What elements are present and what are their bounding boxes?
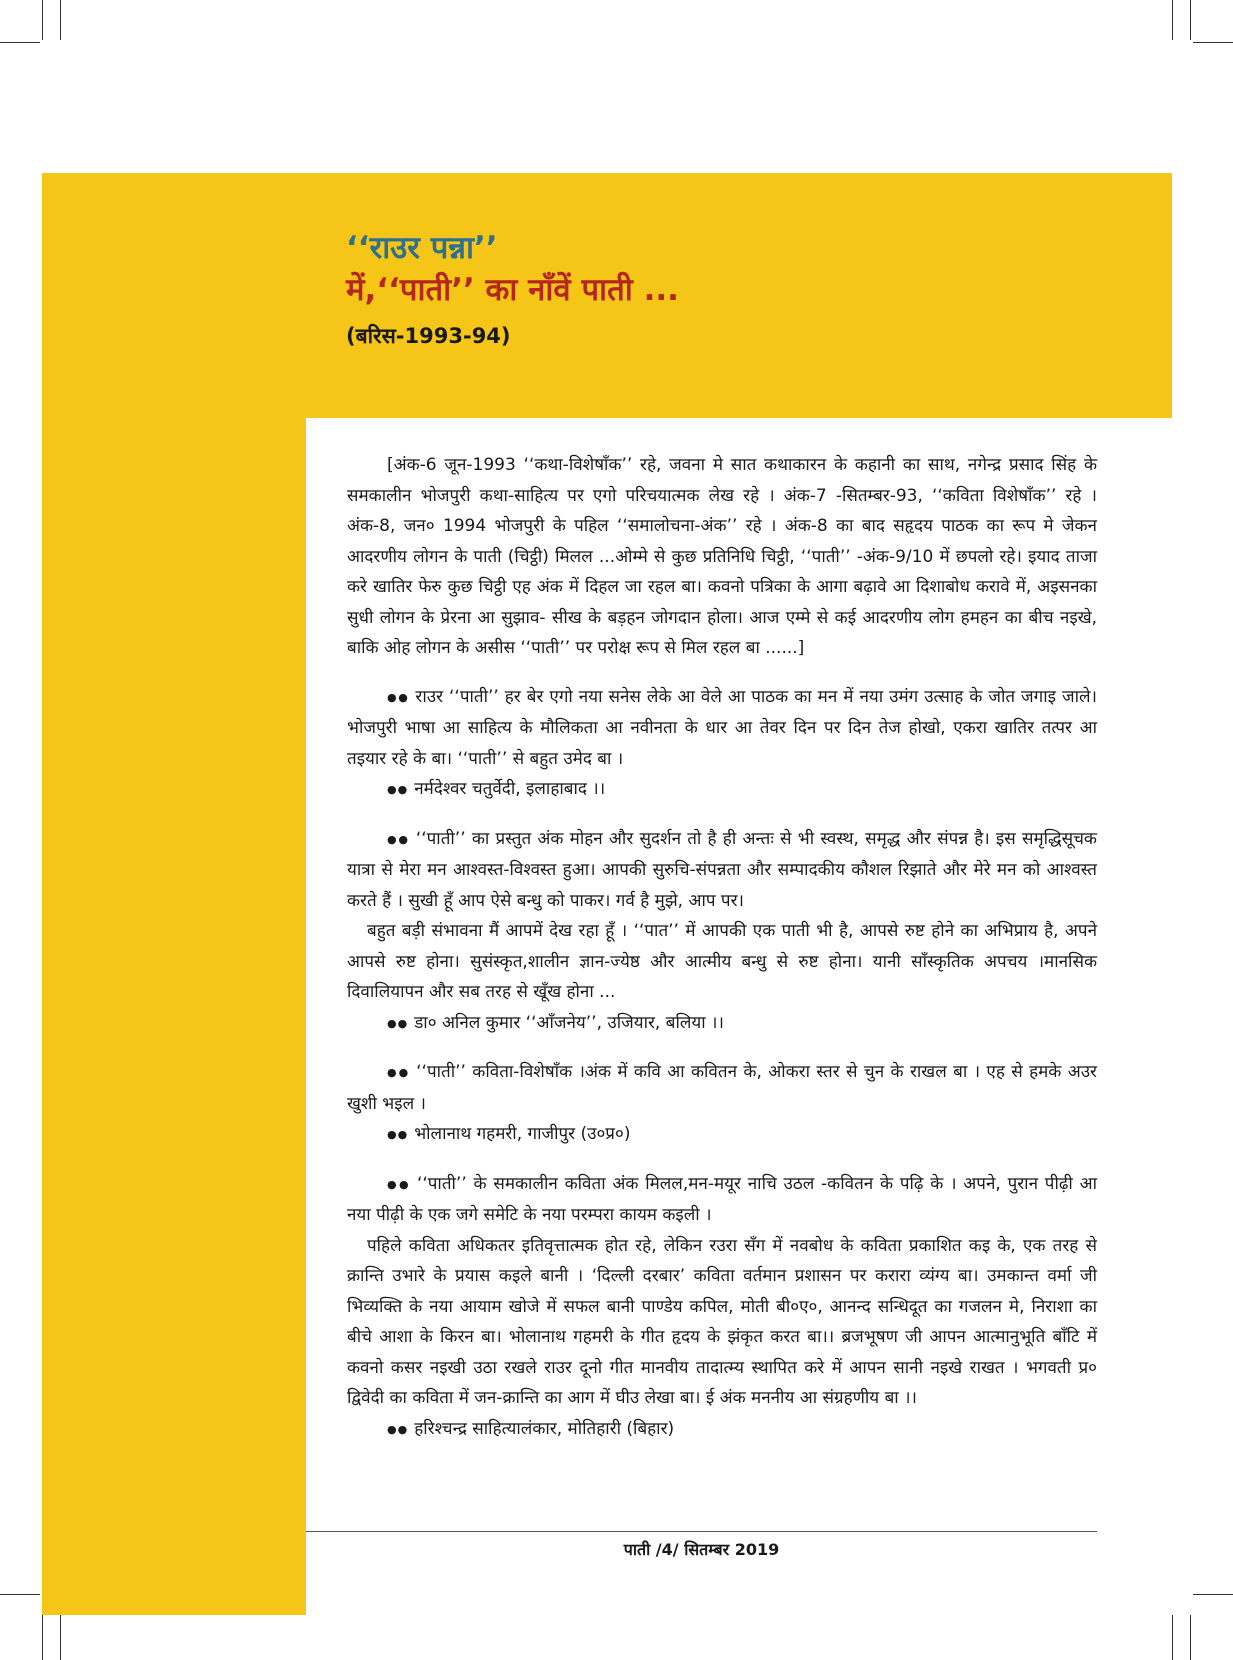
letter-paragraph: ●● ‘‘पाती’’ का प्रस्तुत अंक मोहन और सुदर्शन तो है ही अन्तः से भी स्वस्थ, समृद्ध और संपन्न है। इस समृद्धिसूचक यात्रा से मेरा मन आश्वस्त-विश्वस्त हुआ। आपकी सुरुचि-संपन्नता और सम्पादकीय कौशल रिझाते और मेरे मन को आश्वस्त करते हैं । सुखी हूँ आप ऐसे बन्धु को पाकर। गर्व है मुझे, आप पर। — [347, 828, 1097, 911]
page-title-secondary: में,‘‘पाती’’ का नाँवें पाती ... — [346, 272, 679, 308]
bullet-icon: ●● — [387, 1128, 409, 1141]
letter-paragraph: ●● ‘‘पाती’’ के समकालीन कविता अंक मिलल,मन-मयूर नाचि उठल -कवितन के पढ़ि के । अपने, पुरान पीढ़ी आ नया पीढ़ी के एक जगे समेटि के नया परम्परा कायम कइली । — [347, 1173, 1097, 1225]
letter — [347, 1057, 1097, 1151]
crop-mark — [0, 42, 40, 43]
letter — [347, 682, 1097, 806]
letter-signature: ●● भोलानाथ गहमरी, गाजीपुर (उ०प्र०) — [387, 1124, 631, 1144]
crop-mark — [1190, 0, 1191, 40]
bullet-icon: ●● — [387, 783, 409, 796]
bullet-icon: ●● — [387, 1422, 409, 1436]
letter-signature: ●● नर्मदेश्वर चतुर्वेदी, इलाहाबाद ।। — [387, 779, 606, 799]
letter-paragraph: ●● ‘‘पाती’’ कविता-विशेषाँक ।अंक में कवि आ कवितन के, ओकरा स्तर से चुन के राखल बा । एह से हमके अउर खुशी भइल । — [347, 1062, 1097, 1114]
letter-signature: ●● हरिश्चन्द्र साहित्यालंकार, मोतिहारी (बिहार) — [387, 1418, 675, 1439]
intro-paragraph: [अंक-6 जून-1993 ‘‘कथा-विशेषाँक’’ रहे, जवना मे सात कथाकारन के कहानी का साथ, नगेन्द्र प्रसाद सिंह के समकालीन भोजपुरी कथा-साहित्य पर एगो परिचयात्मक लेख रहे । अंक-7 -सितम्बर-93, ‘‘कविता विशेषाँक’’ रहे । अंक-8, जन० 1994 भोजपुरी के पहिल ‘‘समालोचना-अंक’’ रहे । अंक-8 का बाद सहृदय पाठक का रूप मे जेकन आदरणीय लोगन के पाती (चिट्ठी) मिलल ...ओम्मे से कुछ प्रतिनिधि चिट्ठी, ‘‘पाती’’ -अंक-9/10 में छपलो रहे। इयाद ताजा करे खातिर फेरु कुछ चिट्ठी एह अंक में दिहल जा रहल बा। कवनो पत्रिका के आगा बढ़ावे आ दिशाबोध करावे में, अइसनका सुधी लोगन के प्रेरना आ सुझाव- सीख के बड़हन जोगदान होला। आज एम्मे से कई आदरणीय लोग हमहन का बीच नइखे, बाकि ओह लोगन के असीस ‘‘पाती’’ पर परोक्ष रूप से मिल रहल बा ......] — [347, 455, 1097, 658]
letter-signature: ●● डा० अनिल कुमार ‘‘आँजनेय’’, उजियार, बलिया ।। — [387, 1012, 724, 1033]
page-footer: पाती /4/ सितम्बर 2019 — [623, 1540, 780, 1559]
letter-paragraph: बहुत बड़ी संभावना मैं आपमें देख रहा हूँ । ‘‘पात’’ में आपकी एक पाती भी है, आपसे रुष्ट होने का अभिप्राय है, अपने आपसे रुष्ट होना। सुसंस्कृत,शालीन ज्ञान-ज्येष्ठ और आत्मीय बन्धु से रुष्ट होना। यानी साँस्कृतिक अपचय ।मानसिक दिवालियापन और सब तरह से खूँख होना ... — [347, 921, 1097, 1002]
crop-mark — [1190, 1615, 1191, 1660]
bullet-icon: ●● — [387, 1066, 411, 1079]
letter — [347, 1169, 1097, 1446]
letter-paragraph: पहिले कविता अधिकतर इतिवृत्तात्मक होत रहे, लेकिन रउरा सँग में नवबोध के कविता प्रकाशित कइ के, एक तरह से क्रान्ति उभारे के प्रयास कइले बानी । ‘दिल्ली दरबार’ कविता वर्तमान प्रशासन पर करारा व्यंग्य बा। उमकान्त वर्मा जी भिव्यक्ति के नया आयाम खोजे में सफल बानी पाण्डेय कपिल, मोती बी०ए०, आनन्द सन्धिदूत का गजलन मे, निराशा का बीचे आशा के किरन बा। भोलानाथ गहमरी के गीत हृदय के झंकृत करत बा।। ब्रजभूषण जी आपन आत्मानुभूति बाँटि में कवनो कसर नइखी उठा रखले राउर दूनो गीत मानवीय तादात्म्य स्थापित करे में आपन सानी नइखे राखत । भगवती प्र० द्विवेदी का कविता में जन-क्रान्ति का आग में घीउ लेखा बा। ई अंक मननीय आ संग्रहणीय बा ।। — [347, 1235, 1097, 1408]
letter-paragraph: ●● राउर ‘‘पाती’’ हर बेर एगो नया सनेस लेके आ वेले आ पाठक का मन में नया उमंग उत्साह के जोत जगाइ जाले। भोजपुरी भाषा आ साहित्य के मौलिकता आ नवीनता के धार आ तेवर दिन पर दिन तेज होखो, एकरा खातिर तत्पर आ तइयार रहे के बा। ‘‘पाती’’ से बहुत उमेद बा । — [347, 686, 1097, 769]
crop-mark — [1172, 0, 1173, 40]
crop-mark — [42, 1615, 43, 1660]
crop-mark — [1193, 1594, 1233, 1595]
bullet-icon: ●● — [387, 1016, 409, 1030]
bullet-icon: ●● — [387, 690, 410, 704]
yellow-side-band — [42, 418, 306, 1615]
bullet-icon: ●● — [387, 832, 410, 846]
crop-mark — [1172, 1615, 1173, 1660]
article-body — [347, 450, 1097, 1445]
letter — [347, 824, 1097, 1040]
crop-mark — [1193, 42, 1233, 43]
footer-divider — [306, 1531, 1097, 1532]
page-subtitle: (बरिस-1993-94) — [346, 324, 511, 348]
crop-mark — [60, 1615, 61, 1660]
title-block — [346, 228, 679, 356]
crop-mark — [60, 0, 61, 40]
crop-mark — [0, 1594, 40, 1595]
crop-mark — [42, 0, 43, 40]
bullet-icon: ●● — [387, 1177, 411, 1191]
page-title: ‘‘राउर पन्ना’’ — [346, 230, 498, 266]
